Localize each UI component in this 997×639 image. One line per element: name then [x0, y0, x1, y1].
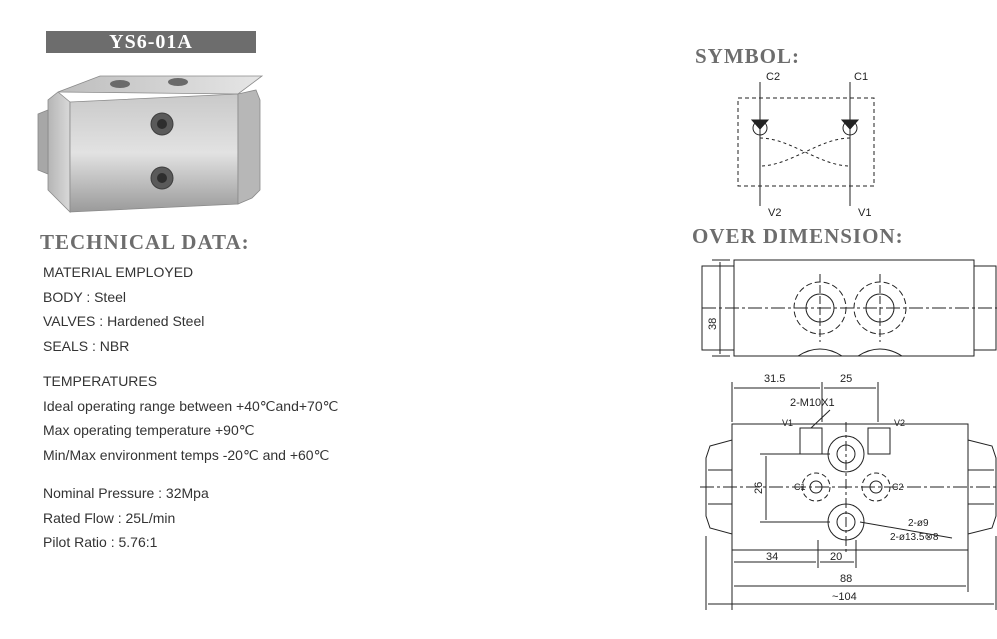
- technical-data-heading: TECHNICAL DATA:: [40, 230, 250, 254]
- symbol-heading: SYMBOL:: [695, 44, 801, 68]
- dim-20: 20: [830, 551, 843, 563]
- dim-34: 34: [766, 551, 779, 563]
- valve-block-photo: [34, 72, 266, 222]
- temperatures-block: [43, 369, 338, 467]
- symbol-label-v1: V1: [858, 207, 872, 219]
- dim-25: 25: [840, 373, 853, 385]
- temp-ideal: Ideal operating range between +40℃and+70℃: [43, 397, 339, 414]
- hydraulic-symbol-diagram: [720, 66, 900, 222]
- symbol-label-c2: C2: [766, 71, 781, 83]
- dim-port-v1: V1: [782, 418, 794, 428]
- dimension-drawing: [680, 250, 997, 614]
- material-body: BODY : Steel: [43, 288, 127, 305]
- rated-flow: Rated Flow : 25L/min: [43, 509, 176, 526]
- symbol-label-c1: C1: [854, 71, 869, 83]
- model-banner: YS6-01A: [46, 31, 256, 53]
- materials-block: [43, 260, 204, 358]
- dim-thread-label: 2-M10X1: [790, 397, 835, 409]
- dim-port-c2: C2: [892, 482, 904, 492]
- dim-bore-13-5: 2-ø13.5⊗8: [890, 532, 939, 543]
- materials-title: MATERIAL EMPLOYED: [43, 264, 194, 280]
- dim-31-5: 31.5: [764, 373, 786, 385]
- nominal-pressure: Nominal Pressure : 32Mpa: [43, 485, 209, 501]
- over-dimension-heading: OVER DIMENSION:: [692, 224, 904, 248]
- dim-port-c1: C1: [794, 482, 806, 492]
- material-seals: SEALS : NBR: [43, 337, 130, 354]
- temperatures-title: TEMPERATURES: [43, 373, 158, 389]
- performance-block: [43, 481, 209, 555]
- pilot-ratio: Pilot Ratio : 5.76:1: [43, 534, 158, 550]
- temp-env: Min/Max environment temps -20℃ and +60℃: [43, 446, 330, 463]
- dim-height-38: 38: [707, 317, 719, 330]
- dim-26: 26: [753, 481, 765, 494]
- temp-max: Max operating temperature +90℃: [43, 422, 255, 438]
- material-valves: VALVES : Hardened Steel: [43, 313, 205, 329]
- symbol-label-v2: V2: [768, 207, 782, 219]
- dim-104: ~104: [832, 591, 857, 603]
- dim-bore-9: 2-ø9: [908, 518, 929, 529]
- dim-port-v2: V2: [894, 418, 906, 428]
- dim-88: 88: [840, 573, 853, 585]
